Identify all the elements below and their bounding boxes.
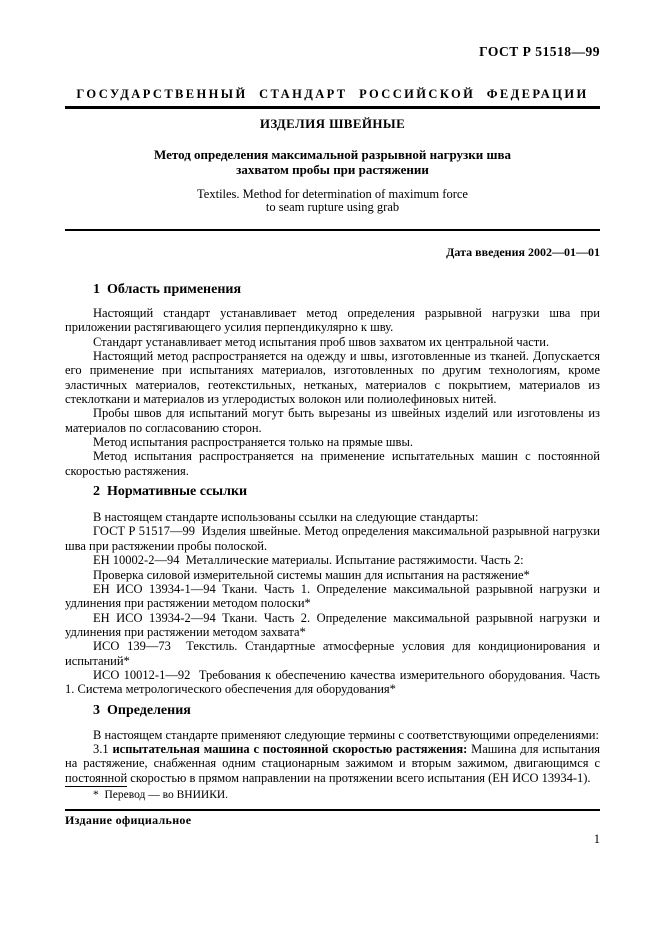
official-edition-label: Издание официальное [65,813,192,828]
paragraph: В настоящем стандарте применяют следующие термины с соответствующими определениями: [93,727,599,742]
paragraph: Стандарт устанавливает метод испытания проб швов захватом их центральной части. [93,334,550,349]
header-rule [65,106,600,109]
title-ru-line1: Метод определения максимальной разрывной нагрузки шва [154,146,511,162]
term-label: испытательная машина с постоянной скоростью растяжения: [112,741,468,756]
section-references-body [65,510,600,696]
section-scope-body [65,306,600,478]
title-rule [65,229,600,232]
title-en [65,188,600,215]
section-heading-scope: 1 Область применения [93,282,242,297]
standard-type-heading: ГОСУДАРСТВЕННЫЙ СТАНДАРТ РОССИЙСКОЙ ФЕДЕРАЦИИ [76,87,589,101]
document-subject: ИЗДЕЛИЯ ШВЕЙНЫЕ [259,115,406,131]
paragraph: В настоящем стандарте использованы ссылки на следующие стандарты: [93,510,479,525]
reference-item: ГОСТ Р 51517—99 Изделия швейные. Метод определения максимальной разрывной нагрузки шва при растяжении пробы полоской. [65,524,600,553]
footer-rule [65,809,600,812]
section-heading-references: 2 Нормативные ссылки [93,484,248,500]
footnote: * Перевод — во ВНИИКИ. [93,788,229,801]
title-en-line1: Textiles. Method for determination of maximum force [197,186,468,201]
paragraph: Пробы швов для испытаний могут быть вырезаны из швейных изделий или изготовлены из материалов по согласованию сторон. [65,406,600,435]
page-content [65,0,600,846]
paragraph: Метод испытания распространяется на применение испытательных машин с постоянной скоростью растяжения. [65,449,600,478]
reference-item: ЕН ИСО 13934-1—94 Ткани. Часть 1. Определение максимальной разрывной нагрузки и удлинения при растяжении методом полоски* [65,581,600,611]
reference-item: ЕН ИСО 13934-2—94 Ткани. Часть 2. Определение максимальной разрывной нагрузки и удлинения при растяжении методом захвата* [65,610,600,639]
term-definition-text: Машина для испытания на растяжение, снабженная одним стационарным зажимом и вторым зажимом, двигающимся с постоянной скоростью в прямом направлении на протяжении всего испытания (ЕН ИСО 13934-1). [65,741,601,785]
title-ru [65,147,600,177]
effective-date: Дата введения 2002—01—01 [446,245,600,259]
title-en-line2: to seam rupture using grab [265,200,400,214]
reference-item: Проверка силовой измерительной системы машин для испытания на растяжение* [93,567,530,582]
title-ru-line2: захватом пробы при растяжении [236,161,429,177]
reference-item: ИСО 10012-1—92 Требования к обеспечению качества измерительного оборудования. Часть 1. Система метрологического обеспечения для оборудования* [65,667,600,697]
paragraph: Метод испытания распространяется только на прямые швы. [93,435,413,450]
term-definition [65,742,600,785]
section-heading-definitions: 3 Определения [93,702,191,718]
reference-item: ИСО 139—73 Текстиль. Стандартные атмосферные условия для кондиционирования и испытаний* [65,639,600,668]
term-number: 3.1 [93,741,113,756]
doc-number: ГОСТ Р 51518—99 [479,44,600,59]
paragraph: Настоящий метод распространяется на одежду и швы, изготовленные из тканей. Допускается его применение при испытаниях материалов, изготовленных по другим технологиям, кроме эластичных материалов, геотекстильных, нетканых, материалов с покрытием, материалов из стеклоткани и материалов из углеродистых волокон или полиолефиновых нитей. [65,349,600,407]
page-number: 1 [593,831,600,846]
reference-item: ЕН 10002-2—94 Металлические материалы. Испытание растяжимости. Часть 2: [93,553,524,568]
paragraph: Настоящий стандарт устанавливает метод определения разрывной нагрузки шва при приложении растягивающего усилия перпендикулярно к шву. [65,306,600,335]
section-definitions-body [65,728,600,785]
footnote-rule [65,786,127,787]
